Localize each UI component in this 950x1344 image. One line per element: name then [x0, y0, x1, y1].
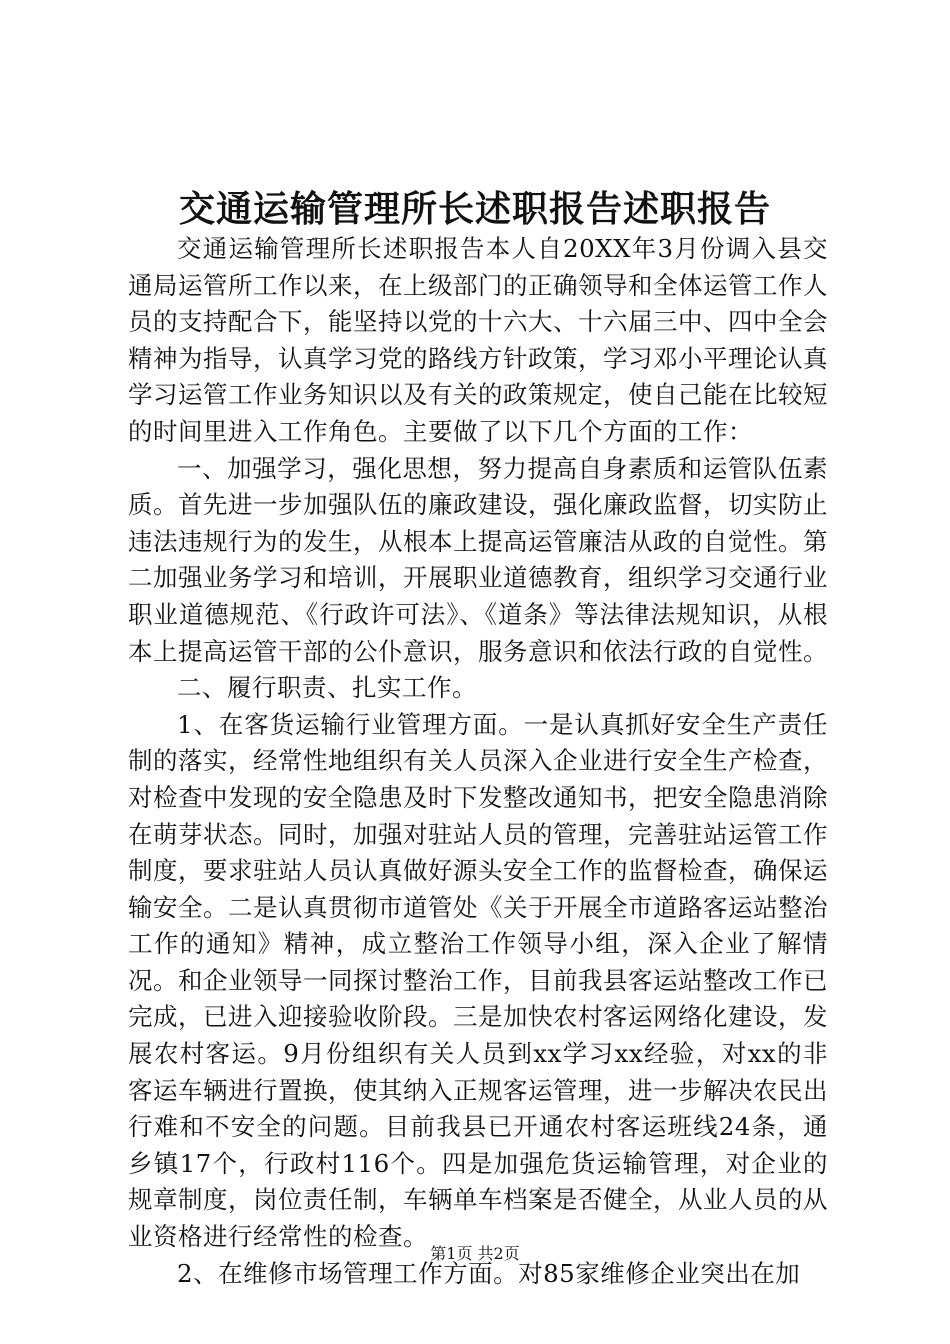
document-title: 交通运输管理所长述职报告述职报告 [178, 188, 771, 230]
paragraph-repair-market: 2、在维修市场管理工作方面。对85家维修企业突出在加 [177, 1258, 801, 1288]
paragraph-section-one: 一、加强学习，强化思想，努力提高自身素质和运管队伍素质。首先进一步加强队伍的廉政建设，强化廉政监督，切实防止违法违规行为的发生，从根本上提高运管廉洁从政的自觉性。第二加强业务学习和培训，开展职业道德教育，组织学习交通行业职业道德规范、《行政许可法》、《道条》等法律法规知识，从根本上提高运管干部的公仆意识，服务意识和依法行政的自觉性。 [128, 453, 828, 666]
paragraph-section-two-heading: 二、履行职责、扎实工作。 [177, 673, 477, 703]
page-number-footer: 第1页 共2页 [430, 1244, 520, 1263]
paragraph-passenger-freight: 1、在客货运输行业管理方面。一是认真抓好安全生产责任制的落实，经常性地组织有关人员深入企业进行安全生产检查，对检查中发现的安全隐患及时下发整改通知书，把安全隐患消除在萌芽状态。同时，加强对驻站人员的管理，完善驻站运管工作制度，要求驻站人员认真做好源头安全工作的监督检查，确保运输安全。二是认真贯彻市道管处《关于开展全市道路客运站整治工作的通知》精神，成立整治工作领导小组，深入企业了解情况。和企业领导一同探讨整治工作，目前我县客运站整改工作已完成，已进入迎接验收阶段。三是加快农村客运网络化建设，发展农村客运。9月份组织有关人员到xx学习xx经验，对xx的非客运车辆进行置换，使其纳入正规客运管理，进一步解决农民出行难和不安全的问题。目前我县已开通农村客运班线24条，通乡镇17个，行政村116个。四是加强危货运输管理，对企业的规章制度，岗位责任制，车辆单车档案是否健全，从业人员的从业资格进行经常性的检查。 [128, 709, 828, 1252]
paragraph-intro: 交通运输管理所长述职报告本人自20XX年3月份调入县交通局运管所工作以来，在上级部门的正确领导和全体运管工作人员的支持配合下，能坚持以党的十六大、十六届三中、四中全会精神为指导，认真学习党的路线方针政策，学习邓小平理论认真学习运管工作业务知识以及有关的政策规定，使自己能在比较短的时间里进入工作角色。主要做了以下几个方面的工作： [128, 234, 828, 446]
document-body [128, 231, 828, 1292]
